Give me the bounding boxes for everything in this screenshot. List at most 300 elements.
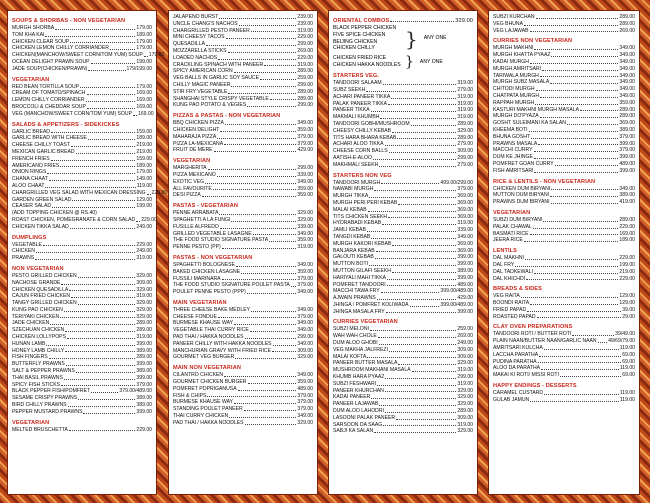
- menu-item: [173, 28, 313, 35]
- item-price: 349.00: [619, 185, 635, 192]
- item-name: DESI PIZZA: [173, 192, 201, 199]
- item-price: 399.00: [457, 261, 473, 268]
- item-name: KASTURI MAKHNI MURGH MASALA: [493, 106, 580, 113]
- dot-leader: [218, 314, 297, 319]
- menu-item: [12, 368, 152, 375]
- menu-item: [493, 345, 635, 352]
- dot-leader: [530, 28, 619, 33]
- item-price: 299.00: [297, 81, 313, 88]
- menu-item: [333, 422, 473, 429]
- item-name: FUSSILI MARINARA: [173, 275, 221, 282]
- item-price: 129.00: [619, 293, 635, 300]
- menu-item: [173, 41, 313, 48]
- item-price: 289.00: [136, 320, 152, 327]
- item-price: 189.00: [619, 237, 635, 244]
- item-price: 359.00: [297, 237, 313, 244]
- menu-item: [493, 192, 635, 199]
- dot-leader: [213, 186, 297, 191]
- item-name: JADE CHICKEN: [12, 320, 50, 327]
- dot-leader: [71, 142, 135, 147]
- dot-leader: [251, 28, 297, 33]
- item-price: 179/199.00: [126, 65, 152, 72]
- menu-item: [333, 200, 473, 207]
- dot-leader: [373, 155, 456, 160]
- menu-column-3: [328, 10, 478, 495]
- dot-leader: [387, 282, 457, 287]
- item-price: 229.00: [136, 426, 152, 433]
- item-name: MURGH TIKKA: [333, 193, 369, 200]
- menu-item: [493, 307, 635, 314]
- item-price: 349.00: [297, 372, 313, 379]
- item-name: GARLIC BREAD WITH CHEESE: [12, 135, 87, 142]
- item-name: CHICKEN LOLLYPOPS: [12, 334, 66, 341]
- dot-leader: [371, 107, 457, 112]
- dot-leader: [531, 134, 618, 139]
- dot-leader: [253, 231, 297, 236]
- item-name: MURGH AMRITSARI: [493, 65, 542, 72]
- section-title: HAPPY ENDINGS - DESSERTS: [493, 383, 577, 390]
- item-price: 329.00: [297, 216, 313, 223]
- dot-leader: [228, 48, 297, 53]
- menu-item: [173, 96, 313, 103]
- item-price: 289.00: [297, 95, 313, 102]
- menu-item: [333, 340, 473, 347]
- dot-leader: [580, 107, 618, 112]
- dot-leader: [70, 224, 136, 229]
- item-price: 329.00: [136, 272, 152, 279]
- item-name: PANEER TIKKA: [333, 107, 370, 114]
- dot-leader: [251, 307, 296, 312]
- item-name: CHICKEN(MANCHOW/SWEET CORN/TOM YUM) SOUP: [12, 52, 143, 59]
- item-name: FISH & CHIPS: [173, 392, 207, 399]
- item-price: 359.00: [619, 99, 635, 106]
- item-name: TITS CHICKEN SEEKH: [333, 213, 388, 220]
- menu-item: [493, 66, 635, 73]
- dot-leader: [536, 86, 619, 91]
- item-name: MURGH PERI PERI KEBAB: [333, 199, 398, 206]
- menu-item: [173, 14, 313, 21]
- item-price: 309.00: [136, 279, 152, 286]
- item-name: PANEER KHURCHAN: [333, 387, 384, 394]
- item-name: JAMLI KEBAB: [333, 227, 366, 234]
- dot-leader: [392, 268, 456, 273]
- section-title: STARTERS VEG.: [333, 73, 379, 80]
- item-price: 329.00: [136, 306, 152, 313]
- dot-leader: [241, 269, 296, 274]
- menu-item: [333, 374, 473, 381]
- item-name: CILANTRO CHICKEN: [173, 372, 224, 379]
- dot-leader: [540, 73, 619, 78]
- item-price: 379.00: [297, 140, 313, 147]
- menu-item: [493, 73, 635, 80]
- item-price: 349.00: [297, 340, 313, 347]
- menu-item: [12, 427, 152, 434]
- item-name: MEXICAN GARLIC BREAD: [12, 148, 75, 155]
- menu-item: [173, 393, 313, 400]
- dot-leader: [538, 359, 622, 364]
- menu-item: [493, 314, 635, 321]
- menu-item: [12, 32, 152, 39]
- dot-leader: [534, 269, 618, 274]
- item-price: 69.00: [622, 351, 635, 358]
- item-name: OCEAN DELIGHT PRAWN SOUP: [12, 58, 90, 65]
- dot-leader: [411, 121, 457, 126]
- item-name: MARGHERITA: [173, 165, 207, 172]
- item-name: PENNE ARRABATA: [173, 210, 219, 217]
- item-name: ALOO DA PARATHA: [493, 365, 541, 372]
- menu-item: [333, 309, 473, 316]
- item-price: 39.00: [622, 306, 635, 313]
- menu-item: [493, 262, 635, 269]
- item-price: 189.00: [136, 135, 152, 142]
- item-price: 399.00: [457, 274, 473, 281]
- item-price: 309.00: [297, 347, 313, 354]
- dot-leader: [534, 147, 619, 152]
- item-name: TANGY GRILLED CHICKEN: [12, 300, 77, 307]
- item-name: MURGH KHATTA PYAAZ: [493, 52, 551, 59]
- dot-leader: [35, 255, 135, 260]
- section-title: VEGETARIAN: [493, 209, 531, 216]
- item-price: 289.00: [297, 68, 313, 75]
- item-name: CHARGRILLED VEG SALAD WITH MEXICAN DRESSING: [12, 189, 146, 196]
- item-name: MOZZARELLA STICKS: [173, 47, 227, 54]
- item-price: 279.00: [457, 141, 473, 148]
- menu-item: [493, 79, 635, 86]
- dot-leader: [379, 340, 457, 345]
- item-name: MINI CHEESY TACOS: [173, 34, 225, 41]
- item-name: PAD THAI / HAKKA NOODLES: [173, 419, 244, 426]
- menu-item: [333, 254, 473, 261]
- menu-item: [12, 280, 152, 287]
- dot-leader: [385, 388, 457, 393]
- dot-leader: [412, 367, 457, 372]
- menu-item: [173, 102, 313, 109]
- item-name: HARIYALI MAHI TIKKA: [333, 274, 387, 281]
- item-price: 379.00: [619, 133, 635, 140]
- item-name: VEG LAJAWAB: [493, 27, 529, 34]
- dot-leader: [567, 120, 618, 125]
- item-price: 119.00: [619, 396, 635, 403]
- item-price: 329.00: [457, 360, 473, 367]
- dot-leader: [555, 161, 619, 166]
- item-price: 369.00: [457, 247, 473, 254]
- menu-item: [173, 282, 313, 289]
- menu-item: [493, 217, 635, 224]
- item-name: HYDRABADI KEBAB: [333, 220, 382, 227]
- dot-leader: [87, 104, 136, 109]
- item-name: THAI CURRY CHICKEN: [173, 413, 229, 420]
- item-name: MACCHI TAWA FRY: [333, 288, 380, 295]
- menu-item: [493, 45, 635, 52]
- item-name: PANEER CHILLY WITH HAKKA NOODLES: [173, 340, 272, 347]
- item-price: 199.00: [619, 261, 635, 268]
- item-price: 309.00: [457, 346, 473, 353]
- item-name: BAKED CHICKEN LASAGNE: [173, 268, 241, 275]
- item-price: 349.00: [619, 52, 635, 59]
- menu-column-2: [168, 10, 318, 495]
- menu-item: [12, 334, 152, 341]
- menu-item: [333, 282, 473, 289]
- dot-leader: [65, 327, 135, 332]
- item-price: 119.00: [619, 345, 635, 352]
- section-title-text: ORIENTAL COMBOS: [333, 18, 390, 24]
- item-name: RED BEAN TORTILLA SOUP: [12, 83, 80, 90]
- item-price: 329.00: [457, 127, 473, 134]
- menu-item: [333, 302, 473, 309]
- menu-item: [173, 75, 313, 82]
- item-name: CHICKEN DELIGHT: [173, 126, 220, 133]
- menu-item: [333, 214, 473, 221]
- menu-item: [173, 262, 313, 269]
- menu-item: [12, 90, 152, 97]
- dot-leader: [78, 300, 136, 305]
- item-name: MACCHI CURRY: [493, 147, 533, 154]
- menu-item: [173, 192, 313, 199]
- dot-leader: [231, 82, 296, 87]
- dot-leader: [383, 80, 457, 85]
- menu-item: [333, 408, 473, 415]
- item-name: BANJARA KEBAB: [333, 247, 375, 254]
- item-price: 339.00: [297, 223, 313, 230]
- brace-glyph: }: [405, 26, 418, 51]
- item-price: 389.00: [457, 267, 473, 274]
- dot-leader: [269, 237, 296, 242]
- item-price: 379.00: [297, 313, 313, 320]
- dot-leader: [379, 162, 456, 167]
- item-name: (ADD TOPPING CHICKEN @ RS.40): [12, 210, 97, 217]
- item-price: 249.00: [136, 248, 152, 255]
- dot-leader: [368, 207, 457, 212]
- item-price: 289.00: [136, 327, 152, 334]
- dot-leader: [375, 254, 457, 259]
- item-price: 369.00: [457, 193, 473, 200]
- dot-leader: [273, 341, 297, 346]
- menu-item: [173, 120, 313, 127]
- item-price: 379.00: [457, 186, 473, 193]
- item-price: 319.00: [457, 114, 473, 121]
- item-name: MAKAI KI ROTI/ MISSI ROTI: [493, 372, 559, 379]
- item-name: MUTTON BOTI: [333, 261, 368, 268]
- menu-item: [333, 354, 473, 361]
- item-name: MALAI KOFTA: [333, 353, 367, 360]
- item-name: FRUIT DE MERE: [173, 147, 213, 154]
- item-name: HUNAN LAMB: [12, 340, 46, 347]
- dot-leader: [367, 227, 457, 232]
- item-price: 319.00: [457, 93, 473, 100]
- menu-item: [493, 199, 635, 206]
- dot-leader: [51, 156, 136, 161]
- dot-leader: [236, 262, 297, 267]
- menu-item: [173, 55, 313, 62]
- dot-leader: [379, 401, 456, 406]
- menu-item: [173, 341, 313, 348]
- menu-item: [12, 210, 152, 217]
- dot-leader: [205, 179, 296, 184]
- item-price: 389.00: [136, 402, 152, 409]
- menu-item: [493, 359, 635, 366]
- menu-item: [12, 25, 152, 32]
- item-name: BURMESE KHAUSE WAY: [173, 399, 234, 406]
- menu-item: [493, 113, 635, 120]
- dot-leader: [385, 374, 456, 379]
- item-name: GRILLED VEGETABLE LASAGNE: [173, 230, 252, 237]
- combo-item: FIVE SPICE CHICKEN: [333, 31, 386, 38]
- item-price: 349.00: [297, 178, 313, 185]
- menu-item: [12, 169, 152, 176]
- item-name: CAJUN FRIED CHICKEN: [12, 293, 71, 300]
- item-name: CHILLY MAGIC PANEER: [173, 81, 231, 88]
- dot-leader: [36, 248, 135, 253]
- dot-leader: [530, 59, 618, 64]
- menu-item: [333, 428, 473, 435]
- item-price: 199.00: [136, 203, 152, 210]
- item-price: 169.00: [619, 230, 635, 237]
- item-name: MUSHROOM MAKHANI MASALA: [333, 367, 411, 374]
- item-name: ALOO CHAAT: [12, 182, 45, 189]
- section-title: MAIN NON VEGETARIAN: [173, 365, 241, 372]
- dot-leader: [371, 234, 456, 239]
- menu-item: [333, 241, 473, 248]
- dot-leader: [524, 237, 619, 242]
- menu-item: [173, 82, 313, 89]
- menu-item: [493, 293, 635, 300]
- item-name: MURGH SHORBA: [12, 25, 55, 31]
- item-name: AMRITSARI KULCHA: [493, 345, 543, 352]
- item-name: KUNG PAO CHICKEN: [12, 306, 63, 313]
- menu-item: [12, 293, 152, 300]
- item-name: MALAI KEBAB: [333, 206, 367, 213]
- item-name: CRACKLING SPINACH WITH PANEER: [173, 61, 264, 68]
- combo-item: BEIJING CHICKEN: [333, 38, 378, 45]
- item-name: SPAGHETTI A LA FUNGI: [173, 216, 231, 223]
- dot-leader: [220, 224, 297, 229]
- item-price: 279.00: [457, 161, 473, 168]
- menu-item: [493, 161, 635, 168]
- dot-leader: [539, 352, 621, 357]
- menu-item: [173, 379, 313, 386]
- menu-item: [173, 320, 313, 327]
- menu-item: [493, 224, 635, 231]
- item-name: FISH FINGERS: [12, 354, 48, 361]
- dot-leader: [534, 168, 618, 173]
- item-price: 149.00: [136, 176, 152, 183]
- item-price: 369.00: [457, 206, 473, 213]
- item-name: SUBZI KURCHAN: [493, 14, 535, 20]
- dot-leader: [535, 100, 618, 105]
- dot-leader: [385, 408, 456, 413]
- dot-leader: [369, 261, 456, 266]
- menu-column-4: [488, 10, 640, 495]
- item-name: ACHARI ALOO TIKKA: [333, 141, 384, 148]
- dot-leader: [367, 354, 456, 359]
- item-name: ONION RINGS: [12, 169, 47, 176]
- menu-item: [493, 28, 635, 35]
- menu-item: [173, 127, 313, 134]
- menu-item: [12, 216, 157, 224]
- dot-leader: [51, 129, 135, 134]
- item-name: TARIWALA MURGH: [493, 72, 539, 79]
- item-price: 329.00: [297, 354, 313, 361]
- item-price: 169.00: [138, 110, 154, 117]
- item-price: 349.00: [457, 233, 473, 240]
- item-name: PIZZA MEXICANO: [173, 171, 216, 178]
- item-price: 229.00: [141, 216, 157, 223]
- dot-leader: [78, 395, 135, 400]
- item-name: VEGETABLE: [12, 241, 42, 248]
- item-price: 229.00: [619, 275, 635, 282]
- dot-leader: [541, 365, 619, 370]
- section-title: STARTERS NON VEG: [333, 172, 392, 179]
- dot-leader: [374, 428, 456, 433]
- item-price: 239.00: [297, 20, 313, 27]
- dot-leader: [87, 90, 136, 95]
- menu-item: [12, 395, 152, 402]
- item-name: TANDOORI SALAAM: [333, 80, 382, 87]
- item-price: 349.00: [619, 72, 635, 79]
- menu-item: [12, 189, 168, 197]
- dot-leader: [91, 59, 136, 64]
- menu-item: [12, 327, 152, 334]
- menu-item: [12, 142, 152, 149]
- menu-item: [173, 179, 313, 186]
- dot-leader: [133, 111, 137, 116]
- combo-item: CHICKEN HAKKA NOODLES: [333, 62, 401, 69]
- item-name: NAWABI MURGH: [333, 186, 374, 193]
- dot-leader: [229, 413, 296, 418]
- item-price: 349.00: [297, 289, 313, 296]
- item-price: 159.00: [136, 128, 152, 135]
- menu-item: [12, 375, 152, 382]
- item-price: 309.00: [457, 353, 473, 360]
- item-name: DUM ALOO LAHODRI: [333, 408, 384, 415]
- dot-leader: [80, 84, 135, 89]
- menu-item: [12, 104, 152, 111]
- dot-leader: [66, 361, 136, 366]
- item-price: 319.00: [457, 380, 473, 387]
- dot-leader: [91, 388, 118, 393]
- item-name: BASMATI RICE: [493, 230, 529, 237]
- dot-leader: [235, 354, 296, 359]
- menu-item: [12, 307, 152, 314]
- menu-item: [173, 21, 313, 28]
- item-price: 359.00: [297, 185, 313, 192]
- menu-item: [333, 220, 473, 227]
- dot-leader: [388, 101, 456, 106]
- dot-leader: [370, 326, 456, 331]
- menu-item: [493, 186, 635, 193]
- dot-leader: [70, 39, 135, 44]
- item-price: 159.00: [136, 155, 152, 162]
- dot-leader: [389, 347, 456, 352]
- item-price: 399.00/489.00: [440, 301, 473, 308]
- item-name: PALAK CHAWAL: [493, 223, 532, 230]
- item-price: 229.00: [297, 54, 313, 61]
- dot-leader: [55, 25, 135, 30]
- dot-leader: [382, 220, 456, 225]
- dot-leader: [387, 275, 456, 280]
- item-price: 289.00: [619, 113, 635, 120]
- item-price: 379.00: [297, 133, 313, 140]
- dot-leader: [544, 390, 619, 395]
- menu-item: [173, 399, 313, 406]
- item-name: MAHARAJA PIZZA: [173, 133, 217, 140]
- dot-leader: [397, 135, 456, 140]
- item-name: CEASER SALAD: [12, 203, 52, 210]
- dot-leader: [239, 21, 297, 26]
- item-price: 309.00: [457, 148, 473, 155]
- dot-leader: [374, 186, 456, 191]
- item-name: RAPPAH MURGH: [493, 99, 535, 106]
